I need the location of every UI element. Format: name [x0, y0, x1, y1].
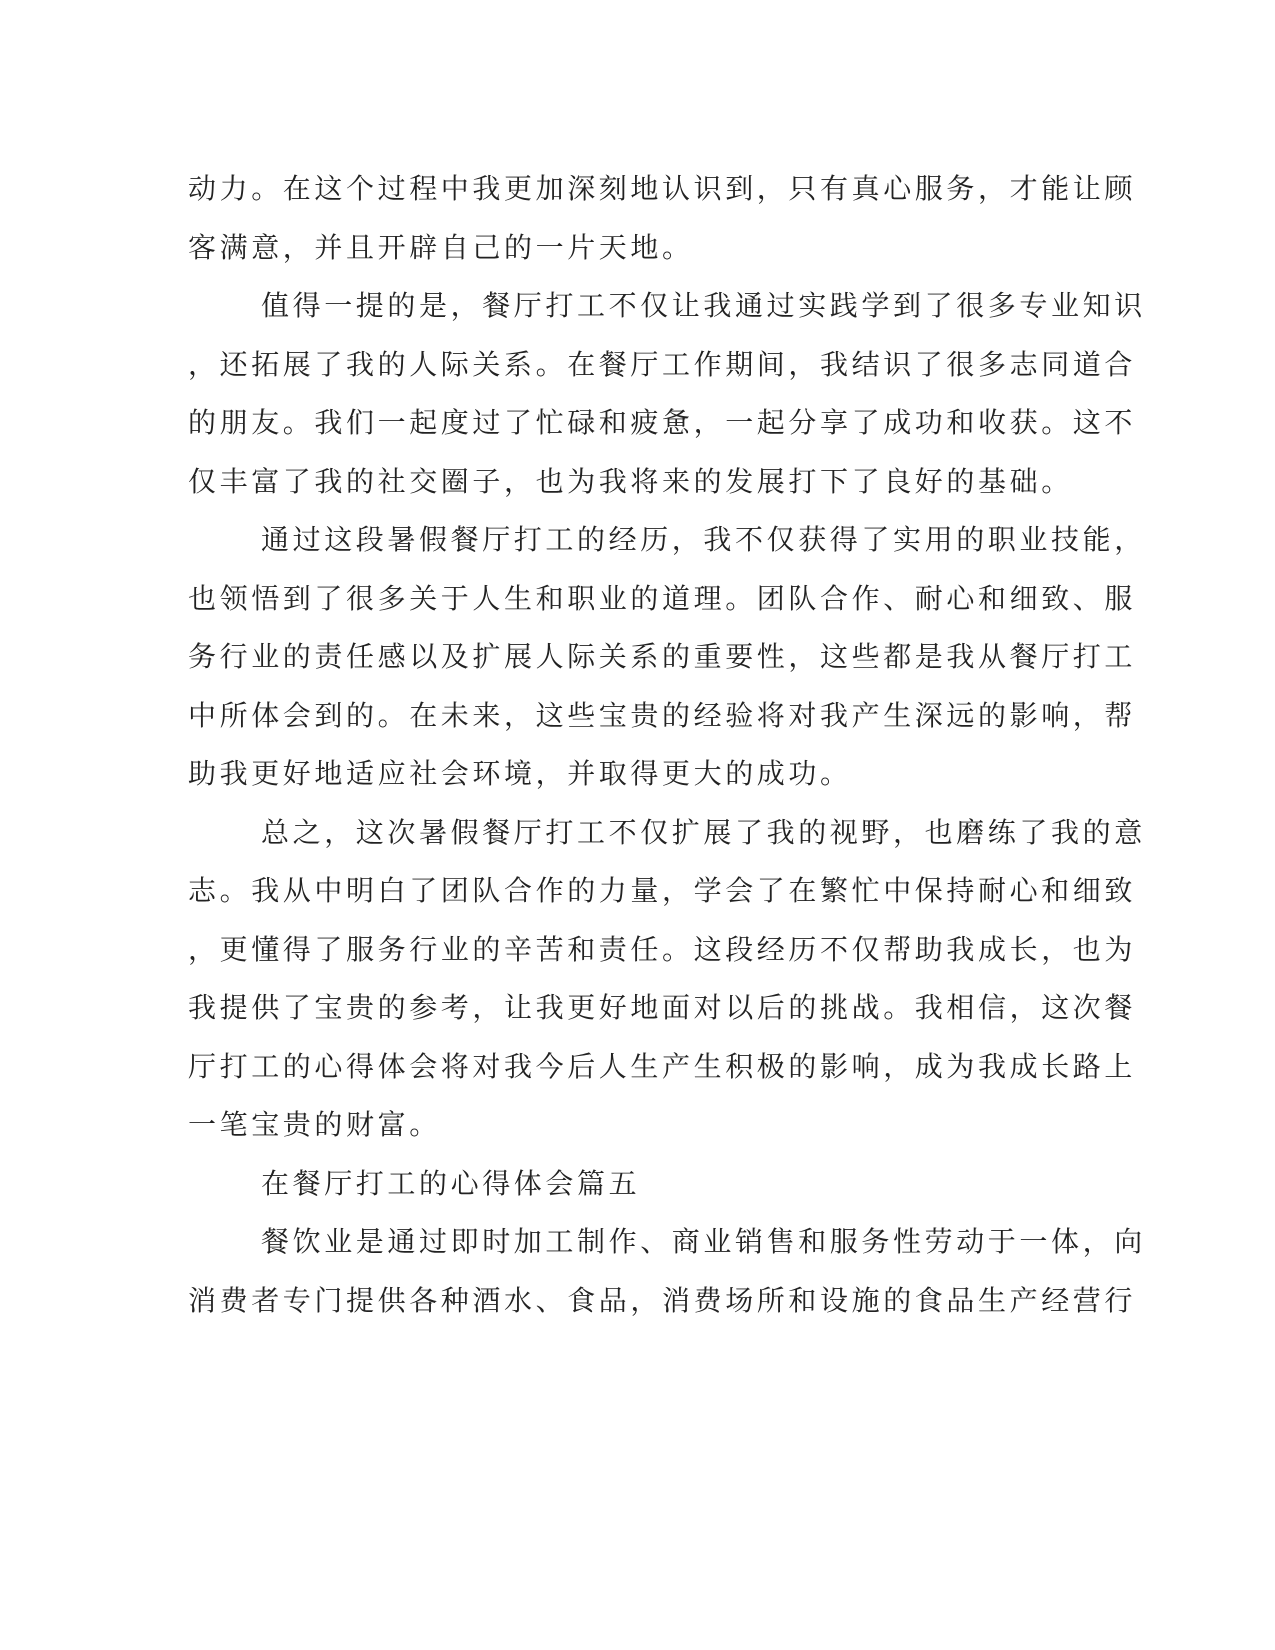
text-line: 志。我从中明白了团队合作的力量，学会了在繁忙中保持耐心和细致 — [188, 874, 1137, 907]
paragraph-start-line: 通过这段暑假餐厅打工的经历，我不仅获得了实用的职业技能， — [261, 523, 1146, 556]
paragraph-start-line: 餐饮业是通过即时加工制作、商业销售和服务性劳动于一体，向 — [261, 1225, 1146, 1258]
text-line: 仅丰富了我的社交圈子，也为我将来的发展打下了良好的基础。 — [188, 464, 1073, 498]
text-line: 客满意，并且开辟自己的一片天地。 — [188, 230, 694, 264]
text-line: 中所体会到的。在未来，这些宝贵的经验将对我产生深远的影响，帮 — [188, 698, 1137, 732]
text-line: 我提供了宝贵的参考，让我更好地面对以后的挑战。我相信，这次餐 — [188, 991, 1137, 1024]
text-line: 务行业的责任感以及扩展人际关系的重要性，这些都是我从餐厅打工 — [188, 640, 1137, 673]
text-line: ，更懂得了服务行业的辛苦和责任。这段经历不仅帮助我成长，也为 — [188, 932, 1137, 966]
text-line: ，还拓展了我的人际关系。在餐厅工作期间，我结识了很多志同道合 — [188, 347, 1137, 381]
paragraph-start-line: 总之，这次暑假餐厅打工不仅扩展了我的视野，也磨练了我的意 — [261, 815, 1146, 849]
text-line: 消费者专门提供各种酒水、食品，消费场所和设施的食品生产经营行 — [188, 1283, 1137, 1317]
section-heading: 在餐厅打工的心得体会篇五 — [261, 1166, 641, 1200]
text-line: 的朋友。我们一起度过了忙碌和疲惫，一起分享了成功和收获。这不 — [188, 406, 1137, 439]
paragraph-start-line: 值得一提的是，餐厅打工不仅让我通过实践学到了很多专业知识 — [261, 289, 1146, 322]
text-line: 助我更好地适应社会环境，并取得更大的成功。 — [188, 757, 852, 790]
text-line: 厅打工的心得体会将对我今后人生产生积极的影响，成为我成长路上 — [188, 1049, 1137, 1083]
text-line: 动力。在这个过程中我更加深刻地认识到，只有真心服务，才能让顾 — [188, 172, 1137, 205]
body-text — [188, 160, 1146, 1330]
text-line: 一笔宝贵的财富。 — [188, 1108, 441, 1141]
text-line: 也领悟到了很多关于人生和职业的道理。团队合作、耐心和细致、服 — [188, 581, 1137, 615]
